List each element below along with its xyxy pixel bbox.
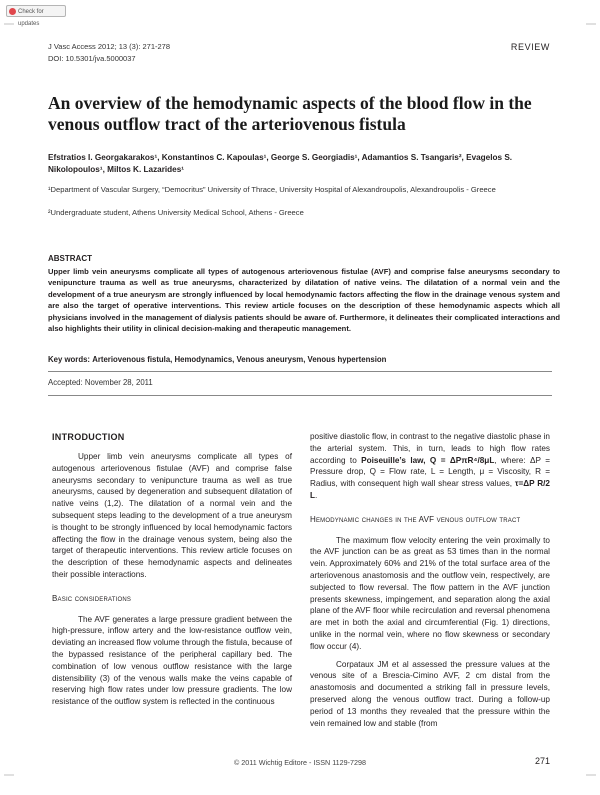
keywords bbox=[48, 355, 560, 364]
shear-stress-formula: τ=ΔP R/2 L bbox=[310, 479, 550, 500]
left-column bbox=[52, 451, 292, 708]
continuation-text-3: . bbox=[315, 490, 318, 500]
divider-top bbox=[48, 371, 552, 372]
doi[interactable]: DOI: 10.5301/jva.5000037 bbox=[48, 54, 136, 63]
divider-bottom bbox=[48, 395, 552, 396]
poiseuille-law-name: Poiseuille’s law, bbox=[361, 455, 426, 465]
continuation-text-2: , where: ΔP = Pressure drop, Q = Flow rate, L = Length, μ = Viscosity, R = Radius, with consequent high wall shear stress values, bbox=[310, 455, 550, 489]
author-list: Efstratios I. Georgakarakos¹, Konstantinos C. Kapoulas¹, George S. Georgiadis¹, Adamantios S. Tsangaris², Evagelos S. Nikolopoulos¹, Miltos K. Lazarides¹ bbox=[48, 153, 513, 174]
hemodynamic-paragraph-2: Corpataux JM et al assessed the pressure values at the venous site of a Brescia-Cimino AVF, 2 cm distal from the anastomosis and documented a striking fall in pressure levels, preserved along the venous outflow tract. During a follow-up period of 13 months they revealed that the pressure within the vein remained low and stable (from bbox=[310, 659, 550, 728]
continuation-text-1: positive diastolic flow, in contrast to the negative diastolic phase in the arterial system. This, in turn, leads to high flow rates according to bbox=[310, 432, 550, 465]
keywords-label: Key words: bbox=[48, 355, 91, 364]
affiliation-1: ¹Department of Vascular Surgery, “Democritus” University of Thrace, University Hospital of Alexandroupolis, Alexandroupolis - Greece bbox=[48, 185, 496, 194]
abstract-text: Upper limb vein aneurysms complicate all types of autogenous arteriovenous fistulae (AVF) and comprise false aneurysms secondary to venipuncture trauma as well as true aneurysms, characterized by dilatation of native veins. The dilatation of a normal vein and the development of a true aneurysm are strongly influenced by local hemodynamic factors affecting the flow in the drainage venous system and are also the target of operative interventions. This review article focuses on the description of these hemodynamic aspects which all physicians involved in the management of dialysis patients should be aware of. Furthermore, it delineates their complicated interactions and also highlights their utility in clinical decision-making and therapeutic management. bbox=[48, 267, 560, 334]
hemodynamic-changes-heading: Hemodynamic changes in the AVF venous outflow tract bbox=[310, 514, 521, 524]
section-label: REVIEW bbox=[510, 42, 550, 52]
accepted-date: Accepted: November 28, 2011 bbox=[48, 378, 153, 387]
page-number: 271 bbox=[534, 756, 550, 766]
right-column bbox=[310, 431, 550, 729]
continuation-paragraph bbox=[310, 431, 550, 502]
copyright-footer: © 2011 Wichtig Editore - ISSN 1129-7298 bbox=[233, 758, 367, 767]
check-for-updates-badge[interactable] bbox=[6, 5, 66, 27]
affiliation-2: ²Undergraduate student, Athens University Medical School, Athens - Greece bbox=[48, 208, 304, 217]
basic-considerations-paragraph: The AVF generates a large pressure gradient between the high-pressure, inflow artery and the low-resistance outflow vein, deviating an increased flow volume through the fistula, because of the bypassed resistance of the peripheral capillary bed. The combination of low venous outflow resistance with the large distensibility (3) of the venous walls make the veins capable of reserving high flow rates under low pressure gradients. The low resistance of the outflow system is reflected in the continuous bbox=[52, 614, 292, 707]
introduction-heading: INTRODUCTION bbox=[52, 432, 125, 442]
abstract-heading: ABSTRACT bbox=[48, 254, 92, 263]
keywords-text: Arteriovenous fistula, Hemodynamics, Venous aneurysm, Venous hypertension bbox=[92, 355, 387, 364]
basic-considerations-heading: Basic considerations bbox=[52, 593, 132, 603]
poiseuille-formula: Q = ΔPπR⁴/8μL bbox=[429, 455, 495, 465]
journal-citation: J Vasc Access 2012; 13 (3): 271-278 bbox=[48, 42, 171, 51]
badge-label: Check for updates bbox=[18, 9, 44, 27]
intro-paragraph: Upper limb vein aneurysms complicate all types of autogenous arteriovenous fistulae (AVF) and comprise false aneurysms secondary to venipuncture trauma as well as true aneurysms, caused by degeneration and subsequent dilatation of native veins (1,2). The dilatation of a normal vein and the subsequent steps leading to the development of a true aneurysm is thought to be strongly influenced by local hemodynamic factors affecting the flow in the drainage venous system, being also the target of therapeutic interventions. This review article focuses on the description of these hemodynamic aspects and delineates their possible interactions. bbox=[52, 452, 292, 579]
article-title: An overview of the hemodynamic aspects of the blood flow in the venous outflow tract of the arteriovenous fistula bbox=[48, 93, 532, 134]
update-icon bbox=[9, 8, 16, 15]
hemodynamic-paragraph-1: The maximum flow velocity entering the vein proximally to the AVF junction can be as great as 53 times than in the normal vein. Approximately 60% and 21% of the total surface area of the arteriovenous anastomosis and the outflow vein, respectively, are subjected to flow reversal. The flow pattern in the AVF junction presents skewness, impingement, and separation along the axial plane of the AVF floor while recirculation and reversal phenomena are met in both the axial and circumferential (Fig. 1) directions, unlike in the normal vein, where no flow skewness or secondary flow occur (4). bbox=[310, 535, 550, 651]
